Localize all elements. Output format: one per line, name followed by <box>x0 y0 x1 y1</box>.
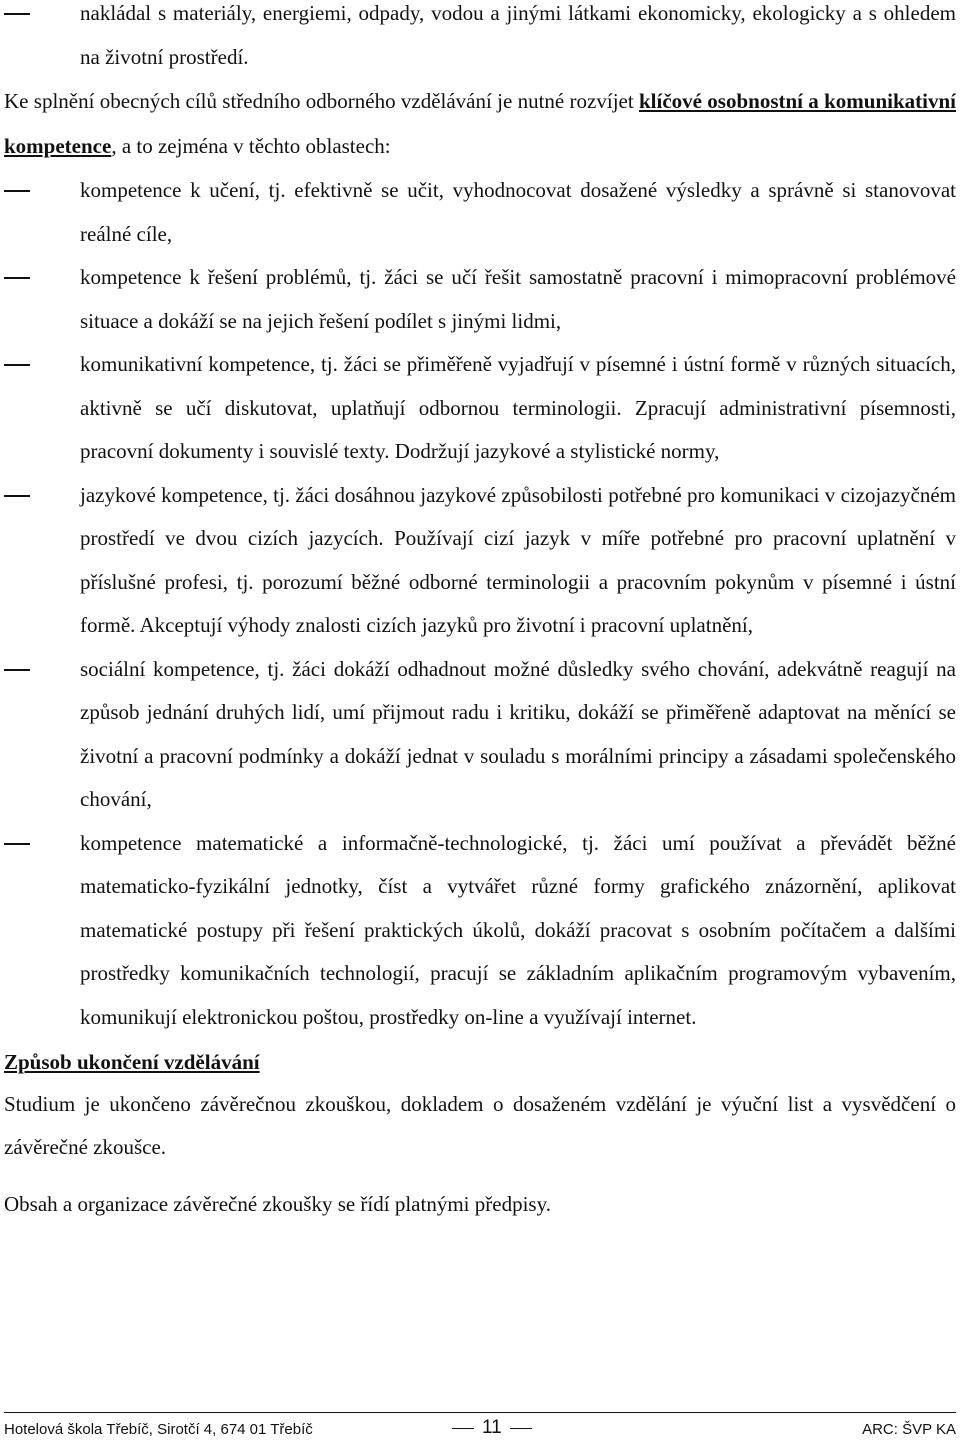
dash-bullet-icon <box>4 277 30 279</box>
intro-text-end: , a to zejména v těchto oblastech: <box>111 134 391 158</box>
dash-bullet-icon <box>4 843 30 845</box>
list-item <box>4 169 956 256</box>
list-item <box>4 648 956 822</box>
list-item-text: jazykové kompetence, tj. žáci dosáhnou jazykové způsobilosti potřebné pro komunikaci v cizojazyčném prostředí ve dvou cizích jazycích. Používají cizí jazyk v míře potřebné pro pracovní uplatnění v příslušné profesi, tj. porozumí běžné odborné terminologii a pracovním pokynům v písemné i ústní formě. Akceptují výhody znalosti cizích jazyků pro životní i pracovní uplatnění, <box>80 482 956 637</box>
dash-bullet-icon <box>4 669 30 671</box>
final-paragraph: Obsah a organizace závěrečné zkoušky se řídí platnými předpisy. <box>4 1192 551 1216</box>
dash-bullet-icon <box>4 13 30 15</box>
list-item-text: kompetence k učení, tj. efektivně se učit, vyhodnocovat dosažené výsledky a správně si stanovovat reálné cíle, <box>80 178 956 246</box>
list-item-text: kompetence matematické a informačně-technologické, tj. žáci umí používat a převádět běžné matematicko-fyzikální jednotky, číst a vytvářet různé formy grafického znázornění, aplikovat matematické postupy při řešení praktických úkolů, dokáží pracovat s osobním počítačem a dalšími prostředky komunikačních technologií, pracují se základním aplikačním programovým vybavením, komunikují elektronickou poštou, prostředky on-line a využívají internet. <box>80 830 956 1029</box>
page-content <box>4 0 956 1226</box>
competence-list <box>4 169 956 1039</box>
footer-document-code: ARC: ŠVP KA <box>862 1421 956 1438</box>
list-item-text: sociální kompetence, tj. žáci dokáží odhadnout možné důsledky svého chování, adekvátně reagují na způsob jednání druhých lidí, umí přijmout radu i kritiku, dokáží se přiměřeně adaptovat na měnící se životní a pracovní podmínky a dokáží jednat v souladu s morálními principy a zásadami společenského chování, <box>80 656 956 811</box>
footer-school-address: Hotelová škola Třebíč, Sirotčí 4, 674 01 Třebíč <box>4 1421 313 1438</box>
list-item <box>4 343 956 474</box>
list-item-text: kompetence k řešení problémů, tj. žáci se učí řešit samostatně pracovní i mimopracovní problémové situace a dokáží se na jejich řešení podílet s jinými lidmi, <box>80 265 956 333</box>
dash-bullet-icon <box>4 495 30 497</box>
page-footer <box>4 1412 956 1445</box>
page-number: 11 <box>482 1417 502 1438</box>
competence-intro-paragraph <box>4 79 956 169</box>
list-item <box>4 0 956 79</box>
section-paragraph: Studium je ukončeno závěrečnou zkouškou, dokladem o dosaženém vzdělání je výuční list a vysvědčení o závěrečné zkoušce. <box>4 1092 956 1159</box>
list-item <box>4 822 956 1040</box>
list-item <box>4 474 956 648</box>
list-item <box>4 256 956 343</box>
intro-text: Ke splnění obecných cílů středního odborného vzdělávání je nutné rozvíjet <box>4 89 639 113</box>
section-heading: Způsob ukončení vzdělávání <box>4 1050 260 1074</box>
key-competences-term: klíčové osobnostní a komunikativní kompetence <box>4 89 956 158</box>
dash-bullet-icon <box>4 364 30 366</box>
list-item-text: komunikativní kompetence, tj. žáci se přiměřeně vyjadřují v písemné i ústní formě v různých situacích, aktivně se učí diskutovat, uplatňují odbornou terminologii. Zpracují administrativní písemnosti, pracovní dokumenty i souvislé texty. Dodržují jazykové a stylistické normy, <box>80 352 956 463</box>
page-number-rule-left <box>452 1428 474 1429</box>
page-number-rule-right <box>510 1428 532 1429</box>
list-item-text: nakládal s materiály, energiemi, odpady, vodou a jinými látkami ekonomicky, ekologicky a s ohledem na životní prostředí. <box>80 1 956 69</box>
dash-bullet-icon <box>4 190 30 192</box>
footer-page-number-group <box>444 1417 540 1439</box>
